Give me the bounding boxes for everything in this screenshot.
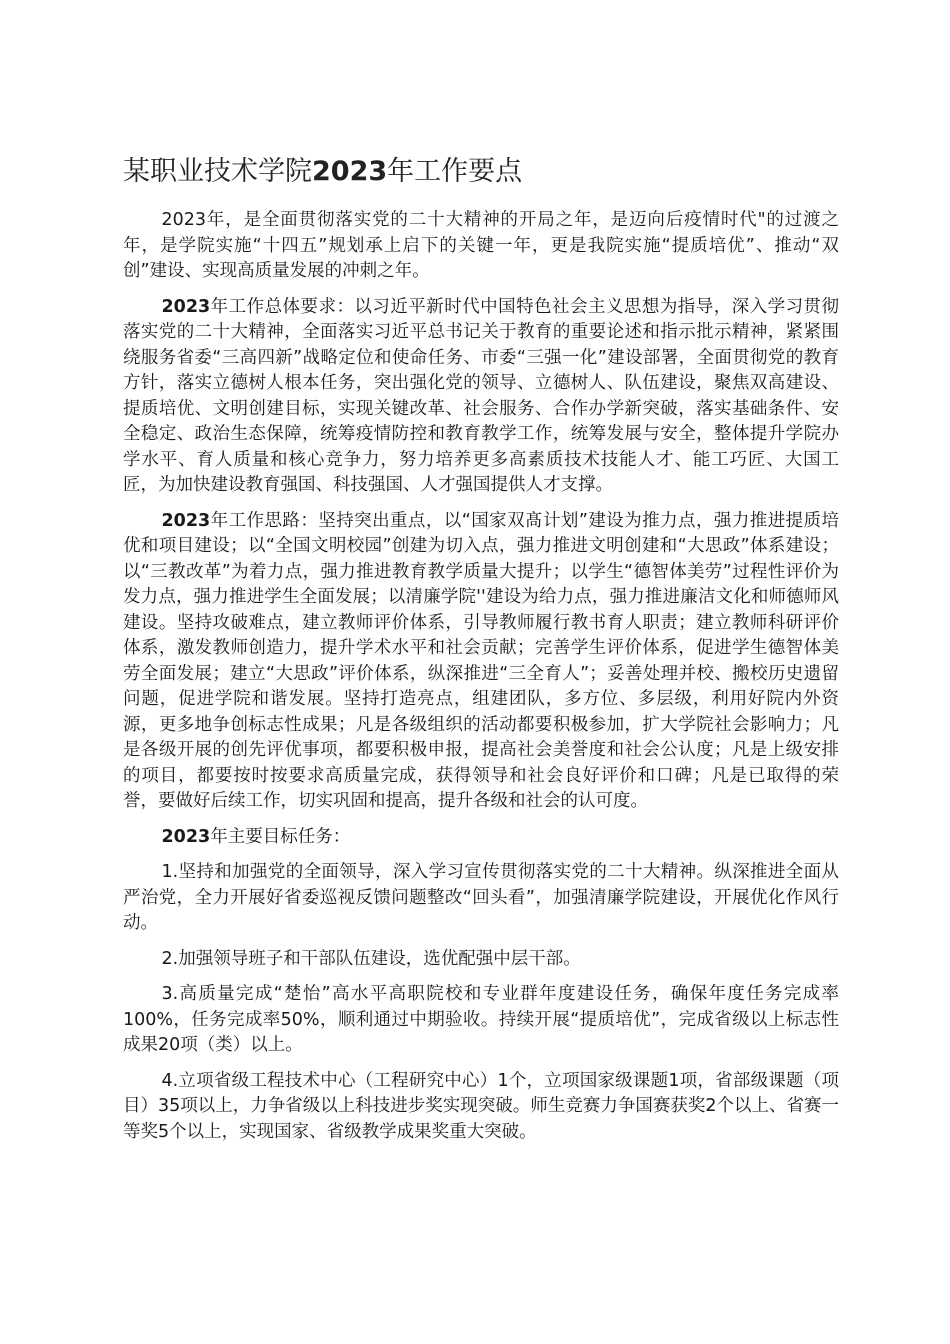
title-prefix: 某职业技术学院 [123, 156, 312, 187]
title-year: 2023 [312, 156, 388, 187]
document-page [123, 150, 839, 1155]
goals-heading [123, 825, 839, 851]
intro-paragraph: 2023年，是全面贯彻落实党的二十大精神的开局之年，是迈向后疫情时代"的过渡之年，是学院实施“十四五”规划承上启下的关键一年，更是我院实施“提质培优”、推动“双创”建设、实现高质量发展的冲刺之年。 [123, 210, 839, 281]
title-suffix: 年工作要点 [387, 156, 523, 187]
page-title [123, 150, 839, 194]
requirements-lead-year: 2023 [161, 296, 211, 317]
goal-item-2: 2.加强领导班子和干部队伍建设，选优配强中层干部。 [161, 948, 581, 969]
goals-lead-text: 年主要目标任务： [210, 826, 351, 847]
goals-lead-year: 2023 [161, 826, 211, 847]
goal-item-4: 4.立项省级工程技术中心（工程研究中心）1个，立项国家级课题1项，省部级课题（项目）35项以上，力争省级以上科技进步奖实现突破。师生竞赛力争国赛获奖2个以上、省赛一等奖5个以上，实现国家、省级教学成果奖重大突破。 [123, 1070, 839, 1142]
approach-lead-text: 年工作思路： [210, 510, 319, 531]
approach-body: 坚持突出重点，以“国家双髙计划”建设为推力点，强力推进提质培优和项目建设；以“全国文明校园”创建为切入点，强力推进文明创建和“大思政”体系建设；以“三教改革”为着力点，强力推进教育教学质量大提升；以学生“德智体美劳”过程性评价为发力点，强力推进学生全面发展；以清廉学院''建设为给力点，强力推进廉洁文化和师德师风建设。坚持攻破难点，建立教师评价体系，引导教师履行教书育人职责；建立教师科研评价体系，激发教师创造力，提升学术水平和社会贡献；完善学生评价体系，促进学生德智体美劳全面发展；建立“大思政”评价体系，纵深推进“三全育人”；妥善处理并校、搬校历史遗留问题，促进学院和谐发展。坚持打造亮点，组建团队，多方位、多层级，利用好院内外资源，更多地争创标志性成果；凡是各级组织的活动都要积极参加，扩大学院社会影响力；凡是各级开展的创先评优事项，都要积极申报，提高社会美誉度和社会公认度；凡是上级安排的项目，都要按时按要求高质量完成，获得领导和社会良好评价和口碑；凡是已取得的荣誉，要做好后续工作，切实巩固和提高，提升各级和社会的认可度。 [123, 510, 839, 811]
requirements-lead-text: 年工作总体要求： [210, 296, 355, 317]
approach-lead-year: 2023 [161, 510, 211, 531]
approach-paragraph [123, 509, 839, 815]
requirements-paragraph [123, 295, 839, 499]
requirements-body: 以习近平新时代中国特色社会主义思想为指导，深入学习贯彻落实党的二十大精神，全面落实习近平总书记关于教育的重要论述和指示批示精神，紧紧围绕服务省委“三高四新”战略定位和使命任务、市委“三强一化”建设部署，全面贯彻党的教育方针，落实立德树人根本任务，突出强化党的领导、立德树人、队伍建设，聚焦双高建设、提质培优、文明创建目标，实现关键改革、社会服务、合作办学新突破，落实基础条件、安全稳定、政治生态保障，统筹疫情防控和教育教学工作，统筹发展与安全，整体提升学院办学水平、育人质量和核心竞争力，努力培养更多高素质技术技能人才、能工巧匠、大国工匠，为加快建设教育强国、科技强国、人才强国提供人才支撑。 [123, 296, 839, 495]
goal-item-3: 3.高质量完成“楚怡”高水平高职院校和专业群年度建设任务，确保年度任务完成率100%，任务完成率50%，顺利通过中期验收。持续开展“提质培优”，完成省级以上标志性成果20项（类）以上。 [123, 984, 839, 1055]
goal-item-1: 1.坚持和加强党的全面领导，深入学习宣传贯彻落实党的二十大精神。纵深推进全面从严治党，全力开展好省委巡视反馈问题整改“回头看”，加强清廉学院建设，开展优化作风行动。 [123, 862, 839, 933]
